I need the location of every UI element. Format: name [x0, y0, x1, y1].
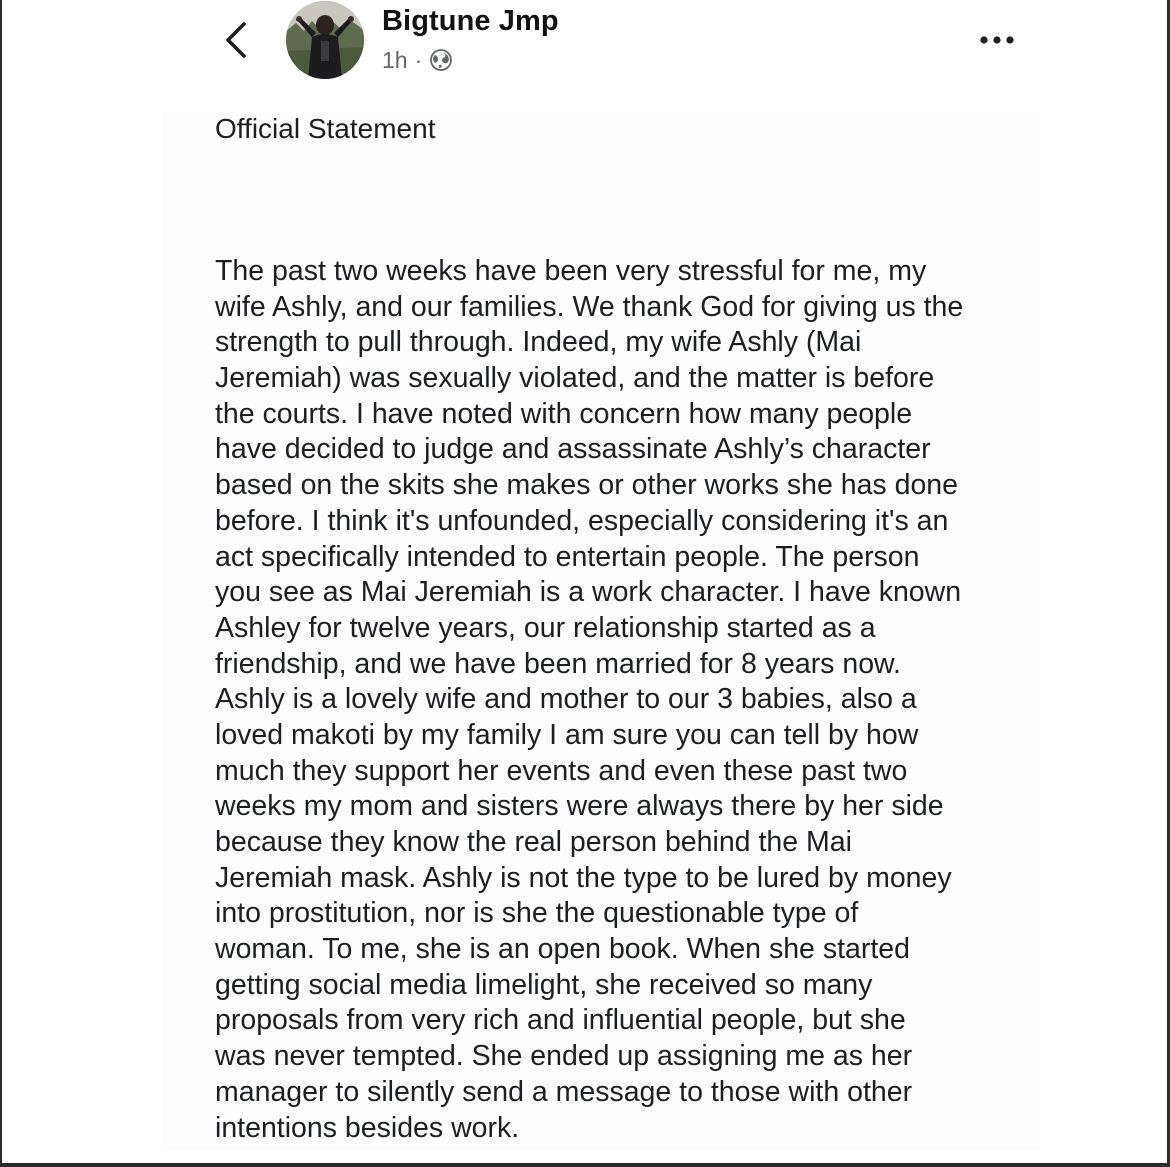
post-line: was never tempted. She ended up assigning me as her — [215, 1040, 913, 1073]
post-line: proposals from very rich and influential people, but she — [215, 1004, 906, 1037]
post-line: into prostitution, nor is she the questionable type of — [215, 897, 859, 930]
meta-separator: · — [414, 46, 423, 73]
post-line: Ashley for twelve years, our relationship started as a — [215, 611, 876, 644]
post-line: have decided to judge and assassinate Ashly’s character — [215, 433, 931, 466]
post-line: The past two weeks have been very stressful for me, my — [215, 255, 927, 287]
post-time[interactable]: 1h — [382, 46, 408, 73]
post-line: because they know the real person behind the Mai — [215, 826, 852, 858]
post-line: Jeremiah mask. Ashly is not the type to be lured by money — [215, 861, 952, 894]
more-options-button[interactable] — [972, 22, 1022, 58]
globe-icon[interactable] — [429, 48, 453, 72]
post-line: Ashly is a lovely wife and mother to our 3 babies, also a — [215, 683, 917, 716]
post-title: Official Statement — [215, 113, 436, 144]
post-line: weeks my mom and sisters were always there by her side — [215, 790, 944, 823]
post-line: friendship, and we have been married for 8 years now. — [215, 647, 901, 680]
post-body — [215, 254, 1055, 1146]
back-button[interactable] — [217, 16, 257, 64]
post-line: based on the skits she makes or other works she has done — [215, 469, 958, 502]
author-name[interactable]: Bigtune Jmp — [382, 5, 559, 37]
post-line: intentions besides work. — [215, 1111, 520, 1144]
post-line: getting social media limelight, she received so many — [215, 968, 873, 1001]
post-line: loved makoti by my family I am sure you can tell by how — [215, 718, 919, 751]
post-line: you see as Mai Jeremiah is a work character. I have known — [215, 576, 962, 609]
post-line: the courts. I have noted with concern how many people — [215, 397, 913, 430]
post-line: woman. To me, she is an open book. When she started — [215, 933, 910, 966]
post-line: much they support her events and even these past two — [215, 754, 908, 787]
avatar-photo — [286, 1, 364, 79]
post-line: wife Ashly, and our families. We thank God for giving us the — [215, 290, 964, 323]
post-line: strength to pull through. Indeed, my wife Ashly (Mai — [215, 326, 862, 359]
post-meta — [382, 45, 453, 75]
chevron-left-icon — [217, 16, 257, 64]
post-line: Jeremiah) was sexually violated, and the matter is before — [215, 362, 935, 395]
post-line: before. I think it's unfounded, especially considering it's an — [215, 504, 949, 537]
author-avatar[interactable] — [286, 1, 364, 79]
post-line: manager to silently send a message to those with other — [215, 1075, 913, 1108]
more-horizontal-icon — [972, 22, 1022, 58]
post-line: act specifically intended to entertain people. The person — [215, 540, 920, 573]
